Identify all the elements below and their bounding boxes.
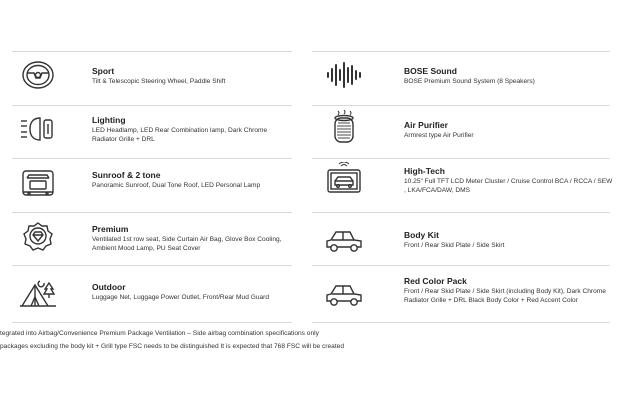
feature-sport [92,66,292,87]
camping-tent-icon [18,277,58,311]
divider [12,322,292,323]
feature-outdoor [92,282,292,303]
sunroof-icon [18,166,58,200]
divider [312,212,610,213]
feature-desc: Ventilated 1st row seat, Side Curtain Air Bag, Glove Box Cooling, Ambient Mood Lamp, PU Seat Cover [92,236,282,252]
feature-bose [404,66,614,87]
feature-desc: Armrest type Air Purifier [404,132,474,139]
divider [12,158,292,159]
feature-lighting [92,115,292,144]
feature-desc: Front / Rear Skid Plate / Side Skirt (including Body Kit), Dark Chrome Radiator Grille + DRL Black Body Color + Red Accent Color [404,288,606,304]
divider [312,158,610,159]
divider [312,105,610,106]
feature-title: Body Kit [404,230,439,240]
sound-wave-icon [324,58,364,92]
feature-title: Outdoor [92,282,126,292]
footnote-line: tegrated into Airbag/Convenience Premium Package Ventilation – Side airbag combination specifications only [0,330,319,337]
divider [312,322,610,323]
feature-desc: Panoramic Sunroof, Dual Tone Roof, LED Personal Lamp [92,182,261,189]
premium-badge-icon [18,220,58,254]
feature-title: Air Purifier [404,120,448,130]
feature-title: High-Tech [404,166,445,176]
divider [312,51,610,52]
divider [12,51,292,52]
feature-title: Sport [92,66,115,76]
air-purifier-icon [324,110,364,144]
feature-sunroof [92,170,292,191]
divider [12,265,292,266]
headlamp-icon [18,112,58,146]
car-color-icon [324,276,364,310]
feature-air-purifier [404,120,614,141]
feature-title: Red Color Pack [404,276,467,286]
divider [12,105,292,106]
feature-desc: Luggage Net, Luggage Power Outlet, Front/Rear Mud Guard [92,294,270,301]
feature-desc: Tilt & Telescopic Steering Wheel, Paddle Shift [92,78,226,85]
feature-desc: Front / Rear Skid Plate / Side Skirt [404,242,505,249]
feature-body-kit [404,230,614,251]
footnote-line: packages excluding the body kit + Grill type FSC needs to be distinguished It is expected that 768 FSC will be created [0,343,344,350]
feature-title: Sunroof & 2 tone [92,170,161,180]
feature-high-tech [404,166,616,195]
steering-wheel-icon [18,58,58,92]
feature-desc: LED Headlamp, LED Rear Combination lamp, Dark Chrome Radiator Grille + DRL [92,127,268,143]
feature-red-color-pack [404,276,616,305]
tablet-car-icon [324,162,364,196]
feature-desc: BOSE Premium Sound System (8 Speakers) [404,78,535,85]
feature-desc: 10.25" Full TFT LCD Meter Cluster / Cruise Control BCA / RCCA / SEW , LKA/FCA/DAW, DMS [404,178,613,194]
feature-premium [92,224,292,253]
car-body-icon [324,222,364,256]
feature-title: Premium [92,224,129,234]
divider [12,212,292,213]
feature-title: BOSE Sound [404,66,457,76]
feature-title: Lighting [92,115,126,125]
divider [312,265,610,266]
